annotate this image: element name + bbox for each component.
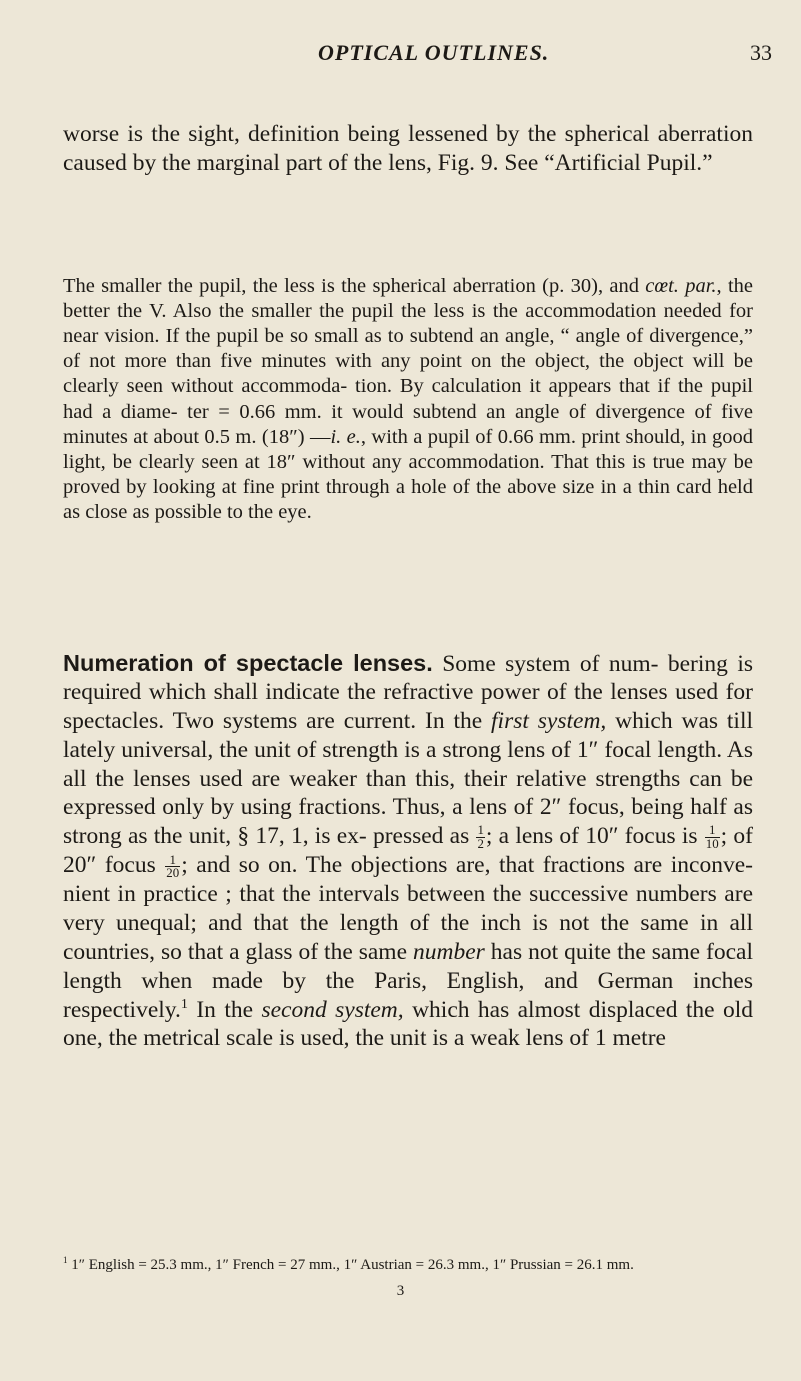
coet-par-italic: cœt. par. [645, 274, 717, 297]
paragraph-3-text: ; of 20″ focus [63, 823, 753, 879]
paragraph-3-text: has not quite the same focal length when made by the Paris, English, and German inches respectively. [63, 938, 753, 1023]
page-number: 33 [750, 40, 772, 65]
paragraph-1-text: worse is the sight, definition being lessened by the spherical aberration caused by the marginal part of the lens, Fig. 9. See “Artificial Pupil.” [63, 120, 753, 176]
paragraph-3-text: which was till lately universal, the unit of strength is a strong lens of 1″ focal length. As all the lenses used are weaker than this, their relative strengths can be expressed only by using fractions. Thus, a lens of 2″ focus, being half as strong as the unit, § 17, 1, is ex- pressed as [63, 708, 754, 850]
footnote [63, 1256, 753, 1274]
paragraph-3-text: which has almost displaced the old one, the metrical scale is used, the unit is a weak lens of 1 metre [63, 996, 753, 1052]
fraction-numerator: 1 [705, 824, 720, 838]
signature-mark: 3 [396, 1283, 405, 1299]
paragraph-2-text: The smaller the pupil, the less is the spherical aberration (p. 30), and [63, 274, 646, 297]
fraction-half [476, 824, 484, 851]
footnote-marker: 1 [63, 1255, 68, 1265]
paragraph-3-text: ; and so on. The objections are, that fractions are inconve- nient in practice ; that the intervals between the successive numbers are very unequal; and that the length of the inch is not the same in all countries, so that a glass of the same [63, 852, 753, 965]
fraction-numerator: 1 [165, 854, 180, 868]
fraction-denominator: 20 [166, 865, 180, 881]
paragraph-3 [63, 649, 753, 1054]
fraction-denominator: 2 [477, 836, 484, 852]
ie-italic: i. e. [330, 425, 361, 448]
footnote-text: 1″ English = 25.3 mm., 1″ French = 27 mm., 1″ Austrian = 26.3 mm., 1″ Prussian = 26.1 mm. [67, 1257, 634, 1273]
paragraph-2-text: , the better the V. Also the smaller the pupil the less is the accommodation needed for near vision. If the pupil be so small as to subtend an angle, “ angle of divergence,” of not more than five minutes with any point on the object, the object will be clearly seen without accommoda- tion. By calculation it appears that if the pupil had a diame- ter = 0.66 mm. it would subtend an angle of divergence of five minutes at about 0.5 m. (18″) — [63, 274, 754, 448]
fraction-tenth [705, 824, 720, 851]
paragraph-2 [63, 274, 753, 526]
second-system-italic: second system, [261, 996, 404, 1023]
fraction-numerator: 1 [477, 822, 484, 838]
section-heading: Numeration of spectacle lenses. [63, 649, 433, 676]
page-header [0, 40, 801, 80]
paragraph-3-text: ; a lens of 10″ focus is [485, 823, 704, 850]
first-system-italic: first system, [491, 708, 607, 735]
footnote-reference: 1 [180, 995, 188, 1012]
paragraph-1 [63, 120, 753, 178]
paragraph-2-text: , with a pupil of 0.66 mm. print should, in good light, be clearly seen at 18″ without any accommodation. That this is true may be proved by looking at fine print through a hole of the above size in a thin card held as close as possible to the eye. [63, 425, 754, 524]
number-italic: number [413, 938, 485, 965]
fraction-twentieth [165, 851, 180, 881]
paragraph-3-text: Some system of num- bering is required which shall indicate the refractive power of the lenses used for spectacles. Two systems are current. In the [63, 650, 754, 735]
paragraph-3-text: In the [187, 996, 262, 1023]
fraction-denominator: 10 [705, 836, 719, 852]
running-title: OPTICAL OUTLINES. [318, 40, 550, 65]
